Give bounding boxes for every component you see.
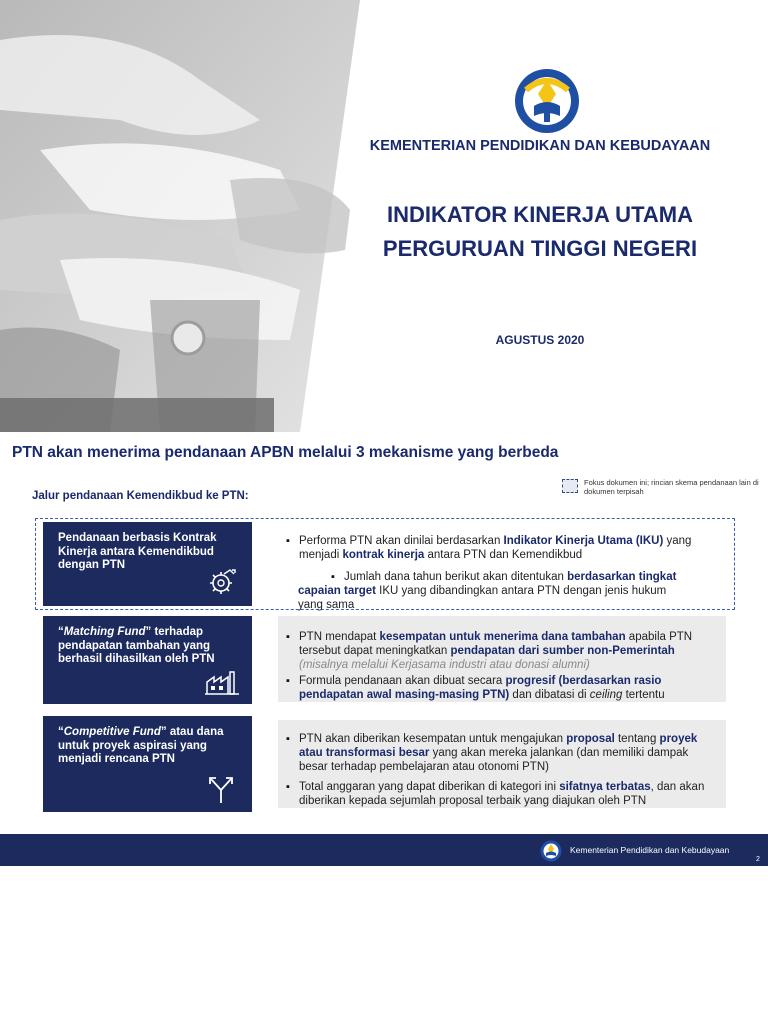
row-3-label-box xyxy=(43,716,252,812)
legend-text: Fokus dokumen ini; rincian skema pendanaan lain di dokumen terpisah xyxy=(584,478,759,496)
factory-icon xyxy=(203,668,241,698)
row-1-detail xyxy=(278,526,726,611)
row-1-bullet-1: ▪ Performa PTN akan dinilai berdasarkan Indikator Kinerja Utama (IKU) yang menjadi kontrak kinerja antara PTN dan Kemendikbud xyxy=(299,534,709,562)
row-3-label: “Competitive Fund” atau dana untuk proyek aspirasi yang menjadi rencana PTN xyxy=(58,726,224,765)
row-1-bullet-2: ▪ Jumlah dana tahun berikut akan ditentukan berdasarkan tingkat capaian target IKU yang dibandingkan antara PTN dengan jenis hukum yang sama xyxy=(298,570,694,612)
cover-date: AGUSTUS 2020 xyxy=(495,333,585,347)
slide-subtitle: Jalur pendanaan Kemendikbud ke PTN: xyxy=(32,490,249,502)
row-2-detail xyxy=(278,616,726,702)
row-2-label-box xyxy=(43,616,252,704)
cover-title xyxy=(340,198,740,266)
row-2-bullet-2: ▪ Formula pendanaan akan dibuat secara progresif (berdasarkan rasio pendapatan awal masing-masing PTN) dan dibatasi di ceiling tertentu xyxy=(299,674,709,702)
footer-ministry: Kementerian Pendidikan dan Kebudayaan xyxy=(570,845,730,855)
slide-title: PTN akan menerima pendanaan APBN melalui 3 mekanisme yang berbeda xyxy=(12,444,559,461)
cover-slide xyxy=(0,0,768,432)
funding-slide xyxy=(0,432,768,866)
ministry-name: KEMENTERIAN PENDIDIKAN DAN KEBUDAYAAN xyxy=(369,138,711,154)
cover-title-line-1: INDIKATOR KINERJA UTAMA xyxy=(387,202,693,227)
row-2-bullet-1: ▪ PTN mendapat kesempatan untuk menerima dana tambahan apabila PTN tersebut dapat meningkatkan pendapatan dari sumber non-Pemerintah (misalnya melalui Kerjasama industri atau donasi alumni) xyxy=(299,630,709,672)
row-1-label-box xyxy=(43,522,252,606)
gear-growth-icon xyxy=(208,566,238,596)
row-1-label: Pendanaan berbasis Kontrak Kinerja antara Kemendikbud dengan PTN xyxy=(58,532,217,571)
row-3-bullet-2: ▪ Total anggaran yang dapat diberikan di kategori ini sifatnya terbatas, dan akan diberikan kepada sejumlah proposal terbaik yang diajukan oleh PTN xyxy=(299,780,709,808)
slide-footer xyxy=(0,834,768,866)
row-2-label: “Matching Fund” terhadap pendapatan tambahan yang berhasil dihasilkan oleh PTN xyxy=(58,626,215,665)
kemendikbud-logo-icon xyxy=(514,68,580,134)
legend-swatch xyxy=(562,479,578,493)
row-3-bullet-1: ▪ PTN akan diberikan kesempatan untuk mengajukan proposal tentang proyek atau transformasi besar yang akan mereka jalankan (dan memiliki dampak besar terhadap pembelajaran atau otonomi PTN) xyxy=(299,732,709,774)
hands-together-photo xyxy=(0,0,360,432)
page-number: 2 xyxy=(756,856,760,863)
footer-logo-icon xyxy=(540,840,562,862)
cover-title-line-2: PERGURUAN TINGGI NEGERI xyxy=(382,236,698,261)
row-3-detail xyxy=(278,720,726,808)
split-arrow-icon xyxy=(206,774,236,804)
cover-band xyxy=(0,398,274,432)
